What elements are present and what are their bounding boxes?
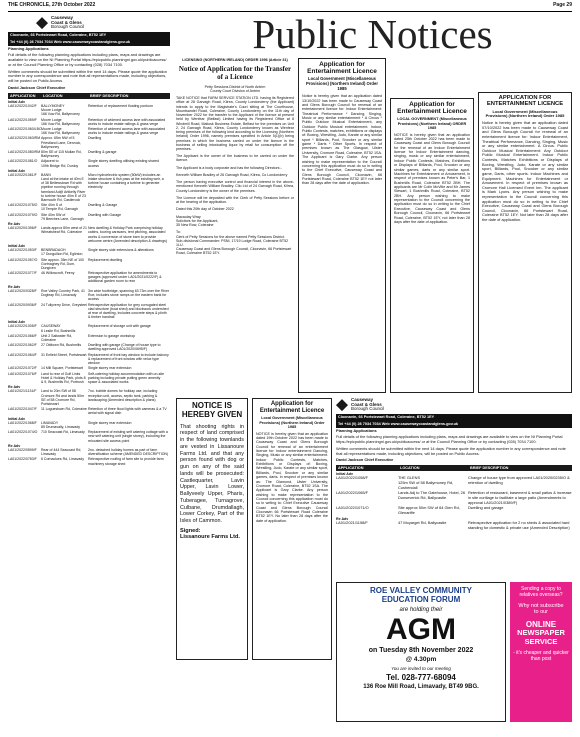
application-location: 31 Enfield Street, Portstewart xyxy=(41,352,87,357)
table-row xyxy=(8,448,170,456)
council-planning-notice xyxy=(8,16,170,732)
application-description: 3m wide footbridge, spanning 63.73m over the River Roe, includes stone ramps on the eastern bank for access xyxy=(88,288,170,302)
application-number: LA01/2020/0328/F xyxy=(8,288,37,293)
application-number: LA01/2022/1053/F xyxy=(8,248,37,253)
council-logo: Causeway Coast & Glens Borough Council xyxy=(36,16,170,30)
planning-table xyxy=(8,100,170,466)
table-row xyxy=(336,476,572,490)
agm-phone: Tel. 028-777-68094 xyxy=(386,673,456,683)
application-description: Single storey rear extension xyxy=(88,420,132,425)
application-description: Retention of restaurant, basement & small patios & increase in site curtilage to facilitate a large patio (Amendments to approval LA01/2021/0389/F) xyxy=(468,490,572,505)
application-description: Dwelling xyxy=(88,136,102,141)
application-number: LA01/2022/1042/F xyxy=(8,103,37,108)
table-row xyxy=(8,324,170,332)
application-location: Lands approx 80m west of 21 Wheatsheaf Rd, Coleraine xyxy=(41,226,87,235)
licensing-order: LICENSING (NORTHERN IRELAND) ORDER 1996 (Article 31) xyxy=(182,58,288,62)
table-row xyxy=(8,421,170,429)
intro-paragraph: Full details of the following planning applications including plans, maps and drawings are available to view on the NI Planning Portal https://epicpublic.planningni.gov.uk/publicaccess/ or at the Council Planning Office or by contacting (028) 7034 7100. xyxy=(8,52,167,67)
page-title: Public Notices xyxy=(252,11,493,57)
council-contact-bar: Tel +44 (0) 28 7034 7034 Web www.causewaycoastandglens.gov.uk xyxy=(8,39,170,46)
application-location: BALLYMONEY Moore Lodge 166 Vow Rd, Ballymoney xyxy=(41,103,80,117)
application-description: Retention of three flood lights with cameras & a TV aerial with signal dish xyxy=(88,407,167,416)
application-number: LA01/2021/1158/F xyxy=(336,520,368,526)
application-description: Replacement dwelling xyxy=(88,257,123,262)
application-number: LA01/2022/1074/O xyxy=(8,430,38,435)
table-row xyxy=(336,506,572,515)
application-location: Unit 2 Saltwater Rd, Coleraine xyxy=(41,333,73,343)
planning-area-label: Re Adv xyxy=(8,284,21,289)
licence-transfer-notice: LICENSING (NORTHERN IRELAND) ORDER 1996 (Article 31) Notice of Application for the Transfer of a Licence Petty Sessions District of North Antrim County Court Division of Antrim TAKE NOTICE that FARM SERVICE STATION LTD. having its Registered office at 28 Garvagh Road, Kilrea, County Londonderry (the Applicant) intends to apply to the Magistrate's Court sitting at The Courthouse, Mountsandel Road, Coleraine, County Londonderry on the 11th day of November 2022 for the transfer to the Applicant of the licence at present held by Wenfear (Belfast) Limited having its Registered Office at 8 Windmill Road, Mallusk Business Estate, Belfast for the premises on Unit 2, 24 Garvagh Road, Kilrea, County Londonderry known as Wenfear being premises of the following kind according to the Licensing (Northern Ireland) Order 1996, namely premises specified in Article 5(1)(b) being premises in which the business carried on under the licence is the business of selling intoxicating liquor by retail for consumption off the premises. The Applicant is the owner of the business to be carried on under the licence. The Applicant is a body corporate and has the following Directors:- Kenneth William Bradley of 26 Garvagh Road, Kilrea, Co Londonderry The person having executive control and financial interest in the above-mentioned Kenneth William Bradley. Clio Ltd of 24 Garvagh Road, Kilrea, County Londonderry is the owner of the premises. The Licence will be deposited with the Clerk of Petty Sessions before or at the hearing of the application. Dated this 20th day of October 2022 Macaulay Wray Solicitors for the Applicant, 35 New Row, Coleraine To: Clerk of Petty Sessions for the above named Petty Sessions District. Sub-divisional Commander: PSNI, 17/19 Lodge Road, Coleraine BT52 1LU. Causeway Coast and Glens Borough Council, Cloonavin, 66 Portstewart Road, Coleraine BT52 1EY. xyxy=(176,58,294,256)
planning-table-header-2: APPLICATION LOCATION BRIEF DESCRIPTION xyxy=(336,465,572,471)
application-number: LA01/2022/1062/F xyxy=(8,343,37,348)
table-row xyxy=(336,521,572,530)
application-description: Retrospective application for grey corrugated steel clad structure (boat shed) and blockwork undershed at rear of dwelling, includes concrete steps & plinth & timber handrail xyxy=(88,302,169,319)
application-description: Change of house type from approved LA01/2020/0235/O & retention of dwelling xyxy=(468,475,570,486)
application-location: BANN Land at the intake at 40m E of 38 Bellewstown Rd with pipeline running through farmland Ad@ Artikelly River to turbine house 40m E of 23 Barmouth Rd, Castlerock xyxy=(41,173,86,202)
application-location: Moore Lodge 166 Vow Rd, Ballymoney xyxy=(41,126,80,136)
application-location: 47 Moyarget Rd, Ballycastle xyxy=(398,520,447,526)
table-row xyxy=(8,159,170,167)
application-location: Approx. 65m NW of 5 Priestland Lane, Dervock, Ballymoney xyxy=(41,136,82,149)
table-row xyxy=(8,289,170,301)
application-location: 27 Oldtown Rd, Bushmills xyxy=(41,343,82,348)
entertainment-licence-notice-2: Application for Entertainment Licence LOCAL GOVERNMENT (Miscellaneous Provisions) (Northern Ireland) ORDER 1985 NOTICE is hereby given that an application dated 25th October 2022 has been made to Causeway Coast and Glens Borough Council for the renewal of an Indoor Entertainment licence for Indoor Entertainment dancing, singing, music or any similar entertainment, Indoor Public Contests, Matches, Exhibitions or Displays of Billiards, Pool, Snooker or any similar games, darts or any similar sport. Machines for Entertainment or Amusement, in respect of premises known as Peter's Bar, 1 Bushmills Road, Coleraine BT52 2BH. The applicants are Mr Colin McVitie and Mr James Stewart, 1 Bushmills Road, Coleraine, BT52 2BH. Any person wishing to make representation to the Council concerning the application must do so in writing to the Chief Executive, Causeway Coast and Glens Borough Council, Cloonavin, 66 Portstewart Road, Coleraine, BT52 1EY, not later than 28 days after the date of application. xyxy=(390,98,474,393)
planning-area-label: Initial Adv xyxy=(336,472,354,477)
table-row xyxy=(8,372,170,384)
application-number: LA01/2022/1066/F xyxy=(8,333,37,338)
licence-dated: Dated this 20th day of October 2022 xyxy=(176,207,234,212)
council-crest-icon xyxy=(36,17,48,29)
council-planning-notice-2: Causeway Coast & Glens Borough Council Cloonavin, 66 Portstewart Road, Coleraine, BT52 1EY Tel +44 (0) 28 7034 7034 Web www.causewaycoastandglens.gov.uk Planning Applications Full details of the following planning applications including plans, maps and drawings are available to view on the NI Planning Portal https://epicpublic.planningni.gov.uk/publicaccess/ or at the Council Planning Office or by contacting (028) 7034 7100. Written comments should be submitted within the next 14 days. Please quote the application number in any correspondence and note that all representations made, including objections, will be posted on Public Access. David Jackson Chief Executive APPLICATION LOCATION BRIEF DESCRIPTION Initial Adv LA01/2022/1058/F THE GLENS 125m SW of 58 Ballymoney Rd, Cushendall Change of house type from approved LA01/2020/0235/O & retention of dwelling LA01/2022/1065/F Lands Adj to The Gatehouse, Hotel, 26 Dunseverick Rd, Ballycastle Retention of restaurant, basement & small patios & increase in site curtilage to facilitate a large patio (Amendments to approval LA01/2021/0389/F) LA01/2022/1071/O Site approx 50m SW of 64 Glen Rd, Glenariffe Dwelling and garage Re Adv LA01/2021/1158/F 47 Moyarget Rd, Ballycastle Retrospective application for 2 no sheds & associated hard standing for domestic & private use (Amended Description) xyxy=(336,397,572,530)
table-row xyxy=(8,303,170,320)
application-description: Dwelling & garage xyxy=(88,149,117,154)
application-number: LA01/2022/1061/F xyxy=(8,173,37,178)
application-location: 46 Willowcroft, Feeny xyxy=(41,271,75,276)
application-description: Dwelling with garage (Change of house type to dwelling approved LA01/2020/0695/F) xyxy=(88,343,161,352)
application-description: Single storey side extensions & alterations xyxy=(88,248,154,253)
application-description: Replacement of front bay window to include balcony & replacement of front window with velux type window xyxy=(88,352,169,366)
licence-signer: Macaulay Wray Solicitors for the Applicant, 35 New Row, Coleraine xyxy=(176,214,219,228)
application-description: Replacement of existing self catering cottage with a new self catering unit (single storey), including the relocated site access point xyxy=(88,430,168,443)
table-row xyxy=(8,407,170,415)
table-row xyxy=(8,136,170,148)
planning-area-label: Re Adv xyxy=(336,516,349,521)
application-location: 710 Seacoast Rd, Limavady xyxy=(41,430,85,435)
council-address-bar: Cloonavin, 66 Portstewart Road, Coleraine, BT52 1EY xyxy=(8,32,170,39)
application-location: Lands Adj to The Gatehouse, Hotel, 26 Dunseverick Rd, Ballycastle xyxy=(398,490,465,501)
planning-area-label: Initial Adv xyxy=(8,168,26,173)
application-number: LA01/2022/1063/RM xyxy=(8,136,41,141)
planning-area-label: Re Adv xyxy=(8,443,21,448)
application-location: 24 Tullyverry Drive, Greysteel xyxy=(41,302,87,307)
application-location: Rear of 444 Seacoast Rd, Limavady xyxy=(41,448,82,457)
application-description: New dwelling & Holiday Park comprising holiday cabins, touring caravans, tent pitching, associated works & conversion of stone barn to provide welcome centre (Amended description & drawings) xyxy=(88,226,167,243)
application-location: 6 Cornacloes Rd, Limavady xyxy=(41,457,84,462)
planning-table-header: APPLICATION LOCATION BRIEF DESCRIPTION xyxy=(8,93,170,99)
page-number: Page 29 xyxy=(553,2,572,8)
agm-title: AGM xyxy=(386,612,456,646)
signoff: David Jackson Chief Executive xyxy=(8,84,66,90)
application-location: Site 40m S of 10 Temple Rd, Garvagh xyxy=(41,203,78,212)
application-description: 2no. detached holiday homes as part of farm diversification scheme (AMENDED DESCRIPTION) xyxy=(88,448,169,457)
table-row xyxy=(8,104,170,116)
application-location: LIMAVADY 85 Drumavally, Limavady xyxy=(41,420,81,429)
table-row xyxy=(8,271,170,283)
table-row xyxy=(8,173,170,202)
application-number: LA01/2022/1077/F xyxy=(8,271,37,276)
application-description: Single storey dwelling utilising existing shared access xyxy=(88,159,160,168)
planning-area-label: Initial Adv xyxy=(8,99,26,104)
table-row xyxy=(336,491,572,505)
online-newspaper-advert: Sending a copy to relatives overseas? Why not subscribe to our ONLINE NEWSPAPER SERVICE - it's cheaper and quicker than post xyxy=(510,582,572,722)
application-number: LA01/2020/0936/F xyxy=(8,302,37,307)
application-location: BENBRADAGH 17 Dungullion Rd, Eglinton xyxy=(41,248,83,257)
table-row xyxy=(8,258,170,270)
application-number: LA01/2022/1047/F xyxy=(8,407,37,412)
application-number: LA01/2022/1071/O xyxy=(336,505,369,511)
application-location: 11 Loguestown Rd, Coleraine xyxy=(41,407,87,412)
application-description: Dwelling and garage xyxy=(468,505,504,511)
table-row xyxy=(8,430,170,442)
application-number: LA01/2021/1131/F xyxy=(8,389,37,394)
application-number: LA01/2022/1068/F xyxy=(8,420,37,425)
table-row xyxy=(8,343,170,351)
application-number: LA01/2022/1057/O xyxy=(8,257,38,262)
application-description: Self-catering holiday accommodation with on-site parking including private putting green amenity space & associated works xyxy=(88,371,165,384)
application-description: Extension to garage workshop xyxy=(88,333,136,338)
table-row xyxy=(8,203,170,211)
application-number: LA01/2022/0599/F xyxy=(8,448,37,453)
application-description: Retention of widened access lane with associated works to include estate railings & grass verge xyxy=(88,117,166,126)
comments-paragraph: Written comments should be submitted within the next 14 days. Please quote the application number in any correspondence and note that all representations made, including objections, will be posted on Public Access. xyxy=(8,68,167,84)
licence-recipients: To: Clerk of Petty Sessions for the above named Petty Sessions District. Sub-divisional Commander: PSNI, 17/19 Lodge Road, Coleraine BT52 1LU. Causeway Coast and Glens Borough Council, Cloonavin, 66 Portstewart Road, Coleraine BT52 1EY. xyxy=(176,230,292,256)
licence-heading: Notice of Application for the Transfer of a Licence xyxy=(178,65,292,82)
table-row xyxy=(8,127,170,135)
application-number: LA01/2022/1059/F xyxy=(8,117,37,122)
application-number: LA01/2022/1075/O xyxy=(8,203,38,208)
application-number: LA01/2022/1065/F xyxy=(336,490,369,496)
table-row xyxy=(8,353,170,365)
application-number: LA01/2022/0783/F xyxy=(8,457,37,462)
application-location: Moore Lodge 166 Vow Rd, Ballymoney xyxy=(41,117,80,126)
table-row xyxy=(8,213,170,221)
application-number: LA01/2022/1079/O xyxy=(8,212,38,217)
application-description: Dwelling & Garage xyxy=(88,203,118,208)
agm-address: 136 Roe Mill Road, Limavady, BT49 9BG. xyxy=(363,683,479,690)
application-description: Dwelling with Garage xyxy=(88,212,122,217)
planning-area-label: Initial Adv xyxy=(8,416,26,421)
application-description: Retention of replacement floating pontoon xyxy=(88,103,153,108)
planning-area-label: Re Adv xyxy=(8,222,21,227)
table-row xyxy=(8,334,170,342)
application-location: THE GLENS 125m SW of 58 Ballymoney Rd, Cushendall xyxy=(398,475,454,490)
agm-advert: ROE VALLEY COMMUNITY EDUCATION FORUM are holding their AGM on Tuesday 8th November 2022 @ 4.30pm You are invited to our meeting Tel. 028-777-68094 136 Roe Mill Road, Limavady, BT49 9BG. xyxy=(336,582,506,722)
application-number: LA01/2020/1396/F xyxy=(8,226,37,231)
application-number: LA01/2022/1060/LBC xyxy=(8,126,42,131)
application-location: Land to rear of Golf Links Hotel & Holiday Park, plots 8 & 9, Bushmills Rd, Portrush xyxy=(41,371,86,384)
application-number: LA01/2022/1058/F xyxy=(336,475,369,481)
table-row xyxy=(8,150,170,158)
application-location: 14 Mill Square, Portstewart xyxy=(41,366,84,371)
application-description: Retrospective application for amendments to garages (approved under LA01/2021/0222/F) & additional garden room to rear xyxy=(88,271,162,284)
application-description: Retrospective application for 2 no sheds & associated hard standing for domestic & private use (Amended Description) xyxy=(468,520,570,530)
table-row xyxy=(8,389,170,406)
application-location: Site 40m SW of 79 Beeches Lane, Garvagh xyxy=(41,212,84,221)
application-location: 80m SE of 115 Mullan Rd, Ballymoney xyxy=(41,149,82,159)
application-location: CAUSEWAY 6 Leslie Rd, Bushmills xyxy=(41,324,76,333)
application-location: Site approx 50m SW of 64 Glen Rd, Glenariffe xyxy=(398,505,460,516)
planning-table-2 xyxy=(336,472,572,530)
entertainment-licence-notice-1: Application for Entertainment Licence Local Government (Miscellaneous Provisions) (Northern Ireland) Order 1985 Notice is hereby given that an application dated 13/10/2022 has been made to Causeway Coast and Glens Borough Council for renewal of an entertainment licence for: Indoor Entertainment: Theatrical Performance * Dancing, Singing, Music or any similar entertainment * A Circus * Public Outdoor Musical Entertainment, any Outdoor Public Musical entertainment. Indoor, Public Contests, matches, exhibitions or displays of: Boxing, Wrestling, Judo, Karate or any similar sport * Billiards, Pool, Snooker or any similar game * Darts * Other Sports. In respect of premises known as The Glasgow, Ulster University, Cromore Road, Coleraine, BT52 1SA. The Applicant is Gary Clarke. Any person wishing to make representation to the Council concerning this application must do so in writing to the Chief Executive, Causeway Coast and Glens Borough Council, Cloonavin, 66 Portstewart Road, Coleraine BT52 1EY not later than 28 days after the date of application. xyxy=(298,58,386,393)
planning-area-label: Initial Adv xyxy=(8,320,26,325)
application-description: Retention of widened access lane with associated works to include estate railings & grass verge xyxy=(88,126,166,136)
entertainment-licence-notice-4: Application for Entertainment Licence Local Government (Miscellaneous Provisions) (Northern Ireland) Order 1985 NOTICE is hereby given that an application dated 19th October 2022 has been made to Causeway Coast and Glens Borough Council for renewal of an entertainment licence for: Indoor entertainment: Dancing, Singing, Music or any similar entertainment. Indoor Public Contests, Matches, Exhibitions or Displays of: Boxing, Wrestling, Judo, Karate or any similar sport, Billiards, Pool, Snooker or any similar games, darts. In respect of premises known as: The Diamond, Ulster University, Cromore Road, Coleraine, BT52 1SA. The Applicant is Gary Clarke. Any person wishing to make representation to the Council concerning this application must do so in writing to: Chief Executive Causeway Coast and Glens Borough Council Cloonavin 66 Portstewart Road Coleraine BT52 1EY. No later than 28 days after the date of application. xyxy=(252,398,332,660)
table-row xyxy=(8,366,170,370)
entertainment-licence-notice-3: APPLICATION FOR ENTERTAINMENT LICENCE Local Government (Miscellaneous Provisions) (Northern Ireland) Order 1985 Notice is hereby given that an application dated 07/10/2022 has been made to Causeway Coast and Glens Borough Council for renewal of an entertainment licence for: Indoor Entertainment, Theatrical Performance, Dancing, Singing, Music or any similar entertainment. A Circus. Public Outdoor Musical Entertainment: Any Outdoor Public Musical Entertainment. Indoor Public Contests, Matches Exhibitions or Displays of Boxing, Wrestling, Judo, Karate or any similar sport, Billiards, Pool, Snooker or any similar game, Darts, other sports. Indoor Machines and Equipment. Machines for Entertainment or Amusement. In respect of premises known as Cromore Hall Licensed Event Inn. The applicant is Mark Lyons. Any person wishing to make representation to the Council concerning this application must do so in writing to the Chief Executive, Causeway Coast and Glens Borough Council, Cloonavin, 66 Portstewart Road, Coleraine BT52 1EY. Not later than 28 days after the date of application. xyxy=(478,92,572,393)
application-number: LA01/2022/1076/F xyxy=(8,371,37,376)
application-description: Retrospective roofing of farm site to provide farm machinery storage shed xyxy=(88,457,164,466)
table-row xyxy=(8,248,170,256)
application-location: Adjacent to 109b Bridge Rd, Dunloy xyxy=(41,159,79,168)
application-number: LA01/2022/1081/O xyxy=(8,159,38,164)
application-number: LA01/2022/1005/F xyxy=(8,324,37,329)
table-row xyxy=(8,457,170,465)
application-number: LA01/2022/1072/F xyxy=(8,366,37,371)
application-location: Site approx. 35m NE of 100 Gortnaghey Rd, Dum, Dungiven xyxy=(41,257,84,270)
application-number: LA01/2022/1080/RM xyxy=(8,149,41,154)
application-location: Roe Valley Country Park, 41 Dogleap Rd, Limavady xyxy=(41,288,85,298)
application-location: Land to 20m SW of 58 Cromore Rd and lands 50m SE of 58 Cromore Rd, Portstewart xyxy=(41,389,84,406)
application-number: LA01/2022/1064/F xyxy=(8,352,37,357)
application-description: 7no. bubble domes for holiday use, including reception unit, access, septic tank, parking & landscaping (Amended description & plans) xyxy=(88,389,158,402)
application-description: Replacement of storage unit with garage xyxy=(88,324,151,329)
table-row xyxy=(8,118,170,126)
application-description: Single storey rear extension xyxy=(88,366,132,371)
application-description: Micro hydroelectric system (50kW) includes an intake structure & fish pass at the existing weir, a turbine house containing a turbine to generate electricity xyxy=(88,173,164,190)
court-district: Petty Sessions District of North Antrim County Court Division of Antrim xyxy=(204,84,266,93)
table-row xyxy=(8,226,170,243)
council-logo-2: Causeway Coast & Glens Borough Council xyxy=(336,398,572,412)
council-crest-icon xyxy=(336,399,348,411)
paper-name: THE CHRONICLE, 27th October 2022 xyxy=(8,2,96,8)
planning-area-label: Re Adv xyxy=(8,385,21,390)
planning-area-label: Initial Adv xyxy=(8,243,26,248)
shooting-rights-notice: NOTICE IS HEREBY GIVEN That shooting rights in respect of land comprised in the following townlands are vested in Lissanoure Farms Ltd. and that any person found with dog or gun on any of the said lands will be prosecuted: Castlequarter, Lavin Upper, Lavin Lower, Ballyveely Upper, Pharis, Tuberagee, Turnagrove, Culbane, Drumdallagh, Lower Corkey, Part of the Isles of Cammon. Signed: Lissanoure Farms Ltd. xyxy=(176,398,248,660)
section-title: Planning Applications xyxy=(8,45,49,51)
